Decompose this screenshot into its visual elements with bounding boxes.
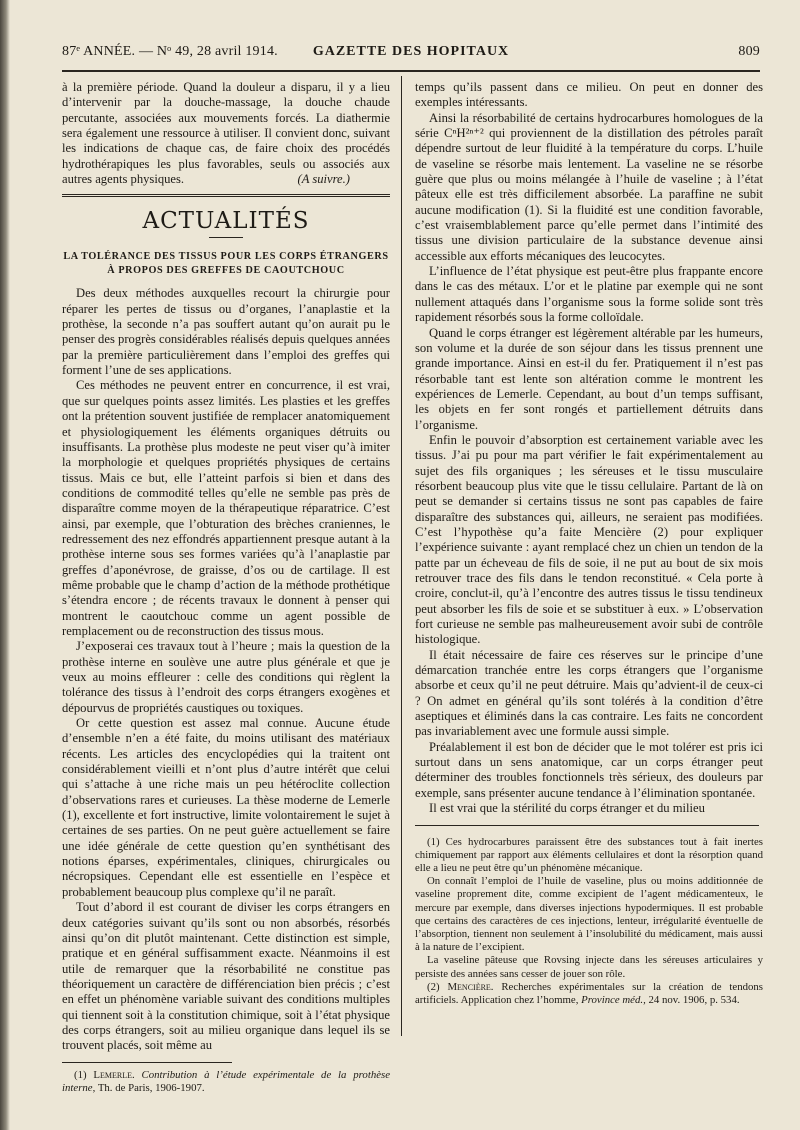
intro-paragraph: à la première période. Quand la douleur a disparu, il y a lieu d’intervenir par la douche-massage, la douche chaude percutante, associées aux mouvements forcés. La diathermie sera également une ressource à utiliser. Il convient donc, suivant les indications de chaque cas, de faire choix des procédés hydrothérapiques les plus favorables, seuls ou associés aux autres agents physiques. (A suivre.): [62, 80, 390, 187]
paragraph: Préalablement il est bon de décider que le mot tolérer est pris ici surtout dans un sens anatomique, car un corps étranger peut déterminer des troubles fonctionnels très sérieux, des douleurs par exemple, sans présenter aucune tendance à l’élimination spontanée.: [415, 739, 763, 800]
header-rule: [62, 70, 760, 72]
paragraph: Quand le corps étranger est légèrement altérable par les humeurs, son volume et la durée de son séjour dans les tissus prennent une grande importance. Ainsi en est-il du fer. Pratiquement il n’est pas résorbable tant est lente son altération comme le montrent les expériences de Lemerle. Cependant, au bout d’un temps suffisant, les objets en fer sont rongés et partiellement détruits dans l’organisme.: [415, 325, 763, 432]
page-edge-shadow: [0, 0, 10, 1130]
paragraph: Ainsi la résorbabilité de certains hydrocarbures homologues de la série CⁿH²ⁿ⁺² qui proviennent de la distillation des pétroles paraît dépendre surtout de leur fluidité à la température du corps. L’huile de vaseline se résorbe mais lentement. La vaseline ne se résorbe guère que plus ou moins mélangée à l’huile de vaseline ; à l’état pâteux elle est très difficilement absorbée. La paraffine ne subit aucune modification (1). Si la fluidité est une condition favorable, c’est vraisemblablement parce qu’elle permet dans l’intimité des tissus une division particulaire de la substance devenue ainsi accessible aux efforts mécaniques des leucocytes.: [415, 110, 763, 263]
paragraph: Tout d’abord il est courant de diviser les corps étrangers en deux catégories suivant qu’ils sont ou non absorbés, résorbés ainsi qu’on dit plutôt maintenant. Cette distinction est simple, pratique et en général suffisamment exacte. Néanmoins il est utile de remarquer que la résorbabilité ne constitue pas théoriquement un caractère de différenciation bien précis ; c’est en effet un phénomène variable suivant des conditions multiples qui tiennent soit à la constitution chimique, soit à l’état physique des corps étrangers, soit au milieu organique dans lequel ils se trouvent placés, soit même au: [62, 900, 390, 1053]
journal-title: GAZETTE DES HOPITAUX: [312, 44, 510, 59]
page-number: 809: [738, 44, 760, 59]
column-divider: [401, 76, 402, 1036]
footnote: On connaît l’emploi de l’huile de vaseline, plus ou moins additionnée de vaseline proprement dite, comme excipient de l’agent médicamenteux, le mercure par exemple, dans diverses injections hypodermiques. Il est probable que certains des caractères de ces injections, lenteur, irrégularité éventuelle de l’absorption, tiennent non seulement à l’insolubilité du médicament, mais aussi à la nature de l’excipient.: [415, 875, 763, 954]
paragraph: Il était nécessaire de faire ces réserves sur le principe d’une démarcation tranchée entre les corps étrangers que l’organisme absorbe et ceux qu’il ne peut détruire. Mais qu’advient-il de ceux-ci ? On admet en général qu’ils sont tolérés à la condition d’être aseptiques et éliminés dans la cas contraire. Les faits ne concordent pas invariablement avec une formule aussi simple.: [415, 647, 763, 739]
footnote-rule: [62, 1062, 232, 1063]
paragraph: J’exposerai ces travaux tout à l’heure ; mais la question de la prothèse interne en soulève une autre plus générale et que je veux au moins effleurer : celle des conditions qui règlent la tolérance des tissus à l’endroit des corps étrangers exogènes et dépourvus de propriétés caustiques ou toxiques.: [62, 639, 390, 715]
right-column: [415, 80, 763, 1007]
paragraph: Il est vrai que la stérilité du corps étranger et du milieu: [429, 801, 705, 816]
title-rule: [209, 237, 243, 238]
footnote: (1) Lemerle. Contribution à l’étude expérimentale de la prothèse interne, Th. de Paris, 1906-1907.: [62, 1068, 391, 1094]
section-title: ACTUALITÉS: [142, 208, 310, 235]
paragraph: Des deux méthodes auxquelles recourt la chirurgie pour réparer les pertes de tissus ou d’organes, l’anaplastie et la prothèse, la seconde n’a pas souffert autant qu’on aurait pu le penser des progrès considérables réalisés depuis quelques années par la première particulièrement dans l’emploi des greffes qui forment l’une de ses applications.: [62, 286, 390, 378]
section-divider: [62, 194, 390, 197]
paragraph: Or cette question est assez mal connue. Aucune étude d’ensemble n’en a été faite, du moins utilisant des matériaux récents. Les articles des encyclopédies qui la traitent ont considérablement vieilli et n’ont plus d’autre intérêt que celui qui s’attache à une riche mais un peu hétéroclite collection d’observations rares et curieuses. La thèse moderne de Lemerle (1), excellente et fort instructive, limite volontairement le sujet à certaines de ses parties. On ne peut guère actuellement se faire une idée générale de cette question qu’en synthétisant des notions éparses, expérimentales, cliniques, chirurgicales ou nécropsiques. Cependant elle est essentielle en l’espèce et probablement beaucoup plus complexe qu’il ne paraît.: [62, 716, 390, 899]
footnote-rule: [415, 825, 759, 826]
header-issue-info: 87ᵉ ANNÉE. — Nᵒ 49, 28 avril 1914.: [62, 44, 278, 59]
footnote: (2) Mencière. Recherches expérimentales sur la création de tendons artificiels. Application chez l’homme, Province méd., 24 nov. 1906, p. 534.: [415, 980, 764, 1006]
left-column: [62, 80, 390, 1095]
paragraph: temps qu’ils passent dans ce milieu. On peut en donner des exemples intéressants.: [415, 80, 763, 110]
article-subtitle: LA TOLÉRANCE DES TISSUS POUR LES CORPS ÉTRANGERS À PROPOS DES GREFFES DE CAOUTCHOUC: [63, 251, 389, 277]
paragraph: Ces méthodes ne peuvent entrer en concurrence, il est vrai, que sur quelques points assez limités. Les plasties et les greffes ont la prétention souvent justifiée de remplacer anatomiquement et physiologiquement les éléments organiques détruits ou insuffisants. La prothèse plus modeste ne peut viser qu’à imiter la morphologie et quelques propriétés physiques de certains tissus. Mais ce but, elle l’atteint parfois si bien et dans des conditions de commodité telles qu’elle ne semble pas près de disparaître comme moyen de la thérapeutique réparatrice. C’est ainsi, par exemple, que l’obturation des brèches craniennes, le redressement des nez effondrés appartiennent presque autant à la prothèse interne sous ses formes variées qu’à l’anaplastie par greffes d’aponévrose, de graisse, d’os ou de cartilage. Il est même probable que le champ d’action de la méthode prothétique s’étendra encore ; de récents travaux le donnent à penser qui montrent le caoutchouc comme un agent possible de remplacement ou de reconstruction des tissus mous.: [62, 378, 390, 638]
paragraph: Enfin le pouvoir d’absorption est certainement variable avec les tissus. J’ai pu pour ma part vérifier le fait expérimentalement au sujet des fils organiques ; les séreuses et le tissu musculaire résorbent beaucoup plus vite que le tissu cellulaire. Partant de là on peut se demander si certains tissus ne sont pas capables de faire disparaître des substances qui, ailleurs, ne seraient pas modifiées. C’est l’hypothèse qu’a faite Mencière (2) pour expliquer l’expérience suivante : ayant remplacé chez un chien un tendon de la patte par un écheveau de fils de soie, il ne put au bout de six mois retrouver trace des fils dans le tendon reconstitué. « Cela porte à croire, conclut-il, qu’à l’encontre des autres tissus le tissu tendineux peut absorber les fils de soie et se substituer à eux. » L’observation fort curieuse ne semble pas malheureusement avoir subi de contrôle histologique.: [415, 432, 763, 647]
paragraph: L’influence de l’état physique est peut-être plus frappante encore dans le cas des métaux. L’or et le platine par exemple qui ne sont nullement attaqués dans l’organisme sous la forme solide sont très rapidement résorbés sous la forme colloïdale.: [415, 264, 763, 325]
to-be-continued: (A suivre.): [297, 172, 350, 187]
footnote: La vaseline pâteuse que Rovsing injecte dans les séreuses articulaires y persiste des années sans cesser de jouer son rôle.: [415, 954, 763, 980]
running-header: [62, 44, 760, 66]
footnote: (1) Ces hydrocarbures paraissent être des substances tout à fait inertes chimiquement par rapport aux éléments cellulaires et dont la résorption quand elle a lieu ne peut être qu’un phénomène mécanique.: [415, 835, 763, 874]
